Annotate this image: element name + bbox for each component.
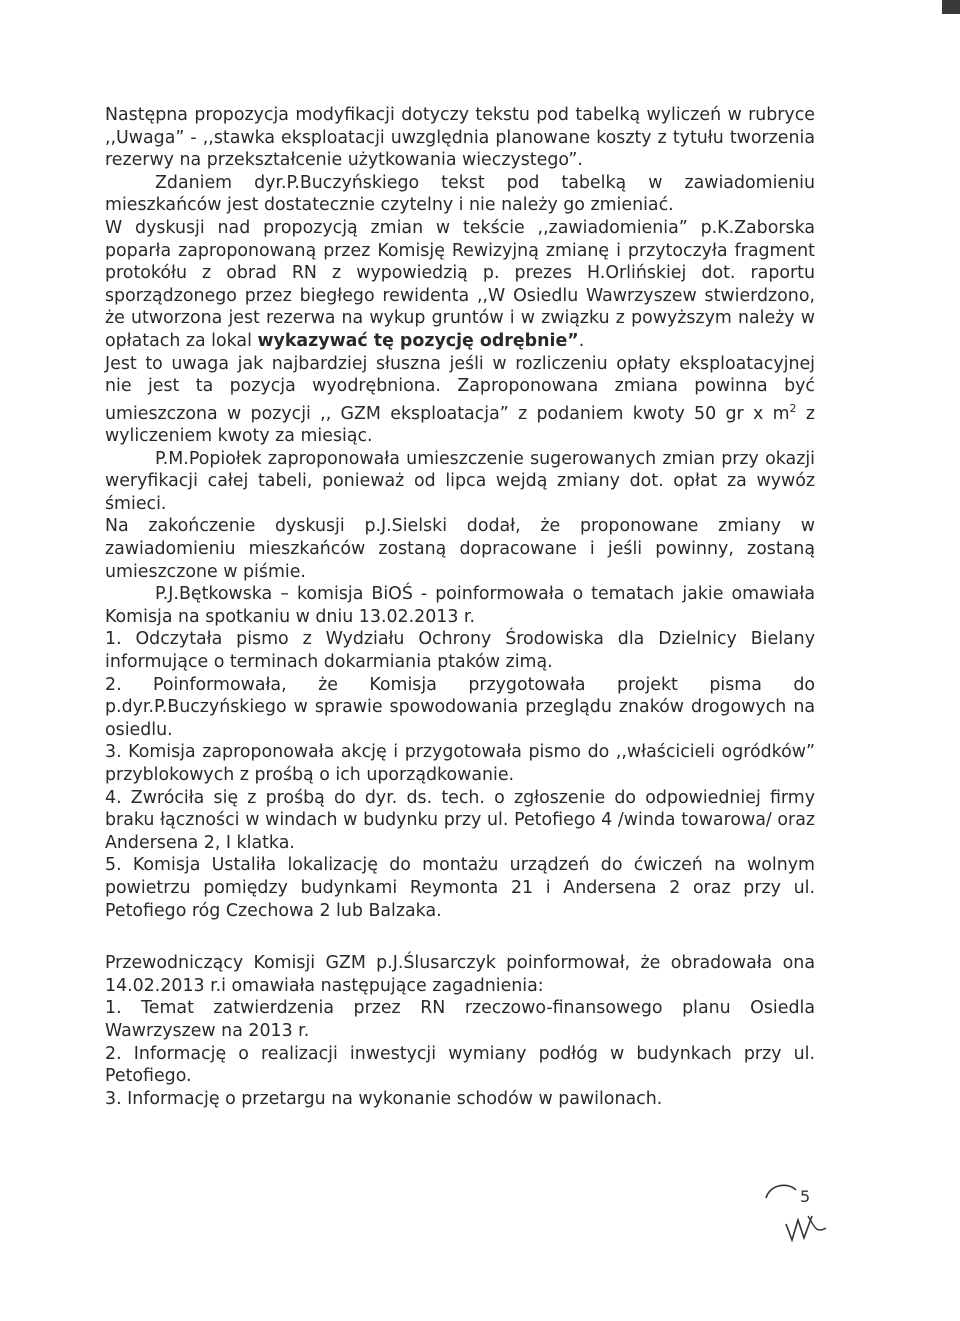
scan-corner-mark bbox=[942, 0, 960, 14]
gzm-item-2: 2. Informację o realizacji inwestycji wymiany podłóg w budynkach przy ul. Petofiego. bbox=[105, 1043, 815, 1087]
paragraph-betkowska: P.J.Bętkowska – komisja BiOŚ - poinformowała o tematach jakie omawiała Komisja na spotkaniu w dniu 13.02.2013 r. bbox=[105, 584, 815, 627]
page-number: 5 bbox=[800, 1187, 811, 1206]
paragraph-sielski: Na zakończenie dyskusji p.J.Sielski dodał, że proponowane zmiany w zawiadomieniu mieszkańców zostaną dopracowane i jeśli powinny, zostaną umieszczone w piśmie. bbox=[105, 516, 815, 582]
list-item-2: 2. Poinformowała, że Komisja przygotowała projekt pisma do p.dyr.P.Buczyńskiego w sprawie spowodowania przeglądu znaków drogowych na osiedlu. bbox=[105, 674, 815, 740]
document-body bbox=[105, 0, 815, 1110]
gzm-item-1: 1. Temat zatwierdzenia przez RN rzeczowo-finansowego planu Osiedla Wawrzyszew na 2013 r. bbox=[105, 998, 815, 1041]
list-item-4: 4. Zwróciła się z prośbą do dyr. ds. tech. o zgłoszenie do odpowiedniej firmy braku łączności w windach w budynku przy ul. Petofiego 4 /winda towarowa/ oraz Andersena 2, I klatka. bbox=[105, 787, 815, 853]
list-item-5: 5. Komisja Ustaliła lokalizację do montażu urządzeń do ćwiczeń na wolnym powietrzu pomiędzy budynkami Reymonta 21 i Andersena 2 oraz przy ul. Petofiego róg Czechowa 2 lub Balzaka. bbox=[105, 855, 815, 921]
gzm-item-3: 3. Informację o przetargu na wykonanie schodów w pawilonach. bbox=[105, 1088, 663, 1109]
bold-emphasis: wykazywać tę pozycję odrębnie” bbox=[257, 330, 579, 351]
handwritten-initials-signature bbox=[756, 1176, 836, 1256]
paragraph-remark: Jest to uwaga jak najbardziej słuszna jeśli w rozliczeniu opłaty eksploatacyjnej nie jest ta pozycja wyodrębniona. Zaproponowana zmiana powinna być umieszczona w pozycji ,, GZM eksploatacja” z podaniem kwoty 50 gr x $m^2$ z wyliczeniem kwoty za miesiąc. bbox=[105, 353, 815, 447]
paragraph-gzm-chair: Przewodniczący Komisji GZM p.J.Ślusarczyk poinformował, że obradowała ona 14.02.2013 r.i omawiała następujące zagadnienia: bbox=[105, 953, 815, 996]
paragraph-popiolek: P.M.Popiołek zaproponowała umieszczenie sugerowanych zmian przy okazji weryfikacji całej tabeli, ponieważ od lipca wejdą zmiany dot. opłat za wywóz śmieci. bbox=[105, 448, 815, 514]
list-item-1: 1. Odczytała pismo z Wydziału Ochrony Środowiska dla Dzielnicy Bielany informujące o terminach dokarmiania ptaków zimą. bbox=[105, 629, 815, 673]
paragraph-discussion: W dyskusji nad propozycją zmian w tekście ,,zawiadomienia” p.K.Zaborska poparła zaproponowaną przez Komisję Rewizyjną zmianę i przytoczyła fragment protokółu z obrad RN z wypowiedzią p. prezes H.Orlińskiej dot. raportu sporządzonego przez biegłego rewidenta ,,W Osiedlu Wawrzyszew stwierdzono, że utworzona jest rezerwa na wykup gruntów i w związku z powyższym należy w opłatach za lokal wykazywać tę pozycję odrębnie”. bbox=[105, 217, 815, 351]
list-item-3: 3. Komisja zaproponowała akcję i przygotowała pismo do ,,właścicieli ogródków” przyblokowych z prośbą o ich uporządkowanie. bbox=[105, 742, 815, 786]
paragraph-uwaga-proposal: Następna propozycja modyfikacji dotyczy tekstu pod tabelką wyliczeń w rubryce ,,Uwaga” - ,,stawka eksploatacji uwzględnia planowane koszty z tytułu tworzenia rezerwy na przekształcenie użytkowania wieczystego”. bbox=[105, 105, 815, 171]
paragraph-director-opinion: Zdaniem dyr.P.Buczyńskiego tekst pod tabelką w zawiadomieniu mieszkańców jest dostatecznie czytelny i nie należy go zmieniać. bbox=[105, 172, 815, 216]
